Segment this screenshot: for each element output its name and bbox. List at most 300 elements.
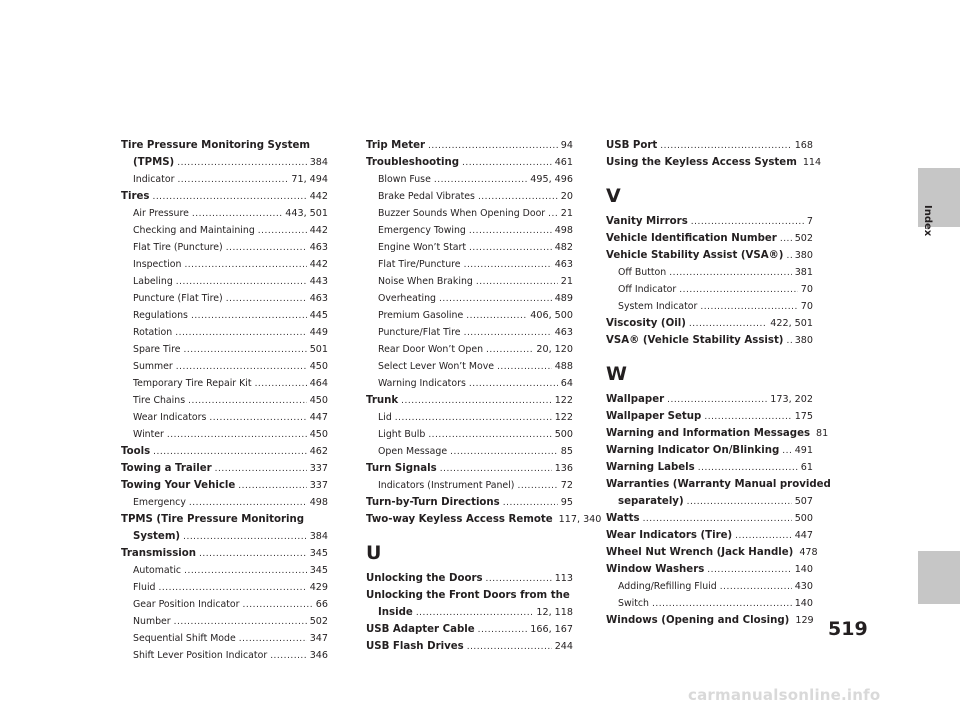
entry-term: Gear Position Indicator (133, 599, 240, 610)
dot-leader (643, 510, 792, 528)
entry-term: separately) (618, 496, 684, 507)
index-subentry[interactable] (366, 358, 573, 375)
index-entry[interactable] (606, 408, 813, 425)
index-entry[interactable] (606, 332, 813, 349)
entry-page-numbers[interactable]: 66 (315, 599, 328, 610)
index-subentry[interactable] (121, 579, 328, 596)
entry-term: Vanity Mirrors (606, 216, 688, 227)
index-subentry[interactable] (366, 307, 573, 324)
dot-leader (152, 188, 306, 206)
dot-leader (226, 239, 307, 257)
entry-page-numbers[interactable]: 140 (794, 564, 813, 575)
entry-term: Automatic (133, 565, 182, 576)
index-subentry[interactable] (121, 222, 328, 239)
entry-page-numbers[interactable]: 166, 167 (530, 624, 573, 635)
index-subentry[interactable] (121, 171, 328, 188)
dot-leader (669, 264, 791, 282)
dot-leader (177, 154, 306, 172)
entry-page-numbers[interactable]: 337 (309, 480, 328, 491)
entry-page-numbers[interactable]: 461 (554, 157, 573, 168)
entry-term: System) (133, 531, 181, 542)
index-entry[interactable] (121, 188, 328, 205)
entry-term: Troubleshooting (366, 157, 460, 168)
dot-leader (176, 273, 307, 291)
index-entry[interactable] (121, 443, 328, 460)
dot-leader (478, 188, 558, 206)
dot-leader (548, 205, 558, 223)
index-entry[interactable] (606, 247, 813, 264)
section-letter: W (606, 363, 627, 385)
dot-leader (466, 307, 527, 325)
entry-term: Wallpaper (606, 394, 665, 405)
index-entry[interactable] (366, 154, 573, 171)
entry-term: Regulations (133, 310, 188, 321)
index-entry[interactable] (366, 494, 573, 511)
entry-page-numbers[interactable]: 345 (309, 548, 328, 559)
entry-page-numbers[interactable]: 422, 501 (770, 318, 813, 329)
dot-leader (176, 358, 307, 376)
entry-page-numbers[interactable]: 12, 118 (536, 607, 573, 618)
entry-term: Transmission (121, 548, 197, 559)
dot-leader (153, 443, 307, 461)
dot-leader (189, 494, 307, 512)
entry-term: Trip Meter (366, 140, 426, 151)
index-entry[interactable] (606, 527, 813, 544)
entry-term: Puncture (Flat Tire) (133, 293, 223, 304)
entry-term: Fluid (133, 582, 156, 593)
entry-page-numbers[interactable]: 430 (794, 581, 813, 592)
entry-term: Off Indicator (618, 284, 677, 295)
entry-term: Blown Fuse (378, 174, 431, 185)
entry-term: Labeling (133, 276, 173, 287)
entry-term: Inside (378, 607, 413, 618)
entry-term: Two-way Keyless Access Remote (366, 514, 553, 525)
entry-page-numbers[interactable]: 463 (554, 327, 573, 338)
entry-page-numbers[interactable]: 489 (554, 293, 573, 304)
dot-leader (434, 171, 527, 189)
entry-term: Unlocking the Doors (366, 573, 483, 584)
index-subentry[interactable] (121, 494, 328, 511)
index-subentry[interactable] (366, 222, 573, 239)
entry-term: Wallpaper Setup (606, 411, 702, 422)
index-entry[interactable] (606, 391, 813, 408)
index-entry[interactable] (366, 638, 573, 655)
index-entry[interactable] (366, 570, 573, 587)
entry-term: USB Port (606, 140, 658, 151)
index-subentry[interactable] (121, 358, 328, 375)
index-subentry[interactable] (121, 205, 328, 222)
entry-page-numbers[interactable]: 173, 202 (770, 394, 813, 405)
dot-leader (177, 171, 288, 189)
entry-page-numbers[interactable]: 463 (309, 242, 328, 253)
index-tab-label: Index (922, 205, 933, 237)
index-subentry[interactable] (366, 409, 573, 426)
entry-page-numbers[interactable]: 20 (560, 191, 573, 202)
index-entry[interactable] (606, 493, 813, 510)
index-entry[interactable] (606, 561, 813, 578)
dot-leader (184, 256, 306, 274)
dot-leader (238, 477, 306, 495)
entry-term: Warning Indicator On/Blinking (606, 445, 780, 456)
index-entry[interactable] (366, 392, 573, 409)
entry-page-numbers[interactable]: 72 (560, 480, 573, 491)
entry-term: Towing Your Vehicle (121, 480, 236, 491)
dot-leader (428, 137, 558, 155)
entry-page-numbers[interactable]: 61 (800, 462, 813, 473)
index-subentry[interactable] (366, 205, 573, 222)
entry-page-numbers[interactable]: 175 (794, 411, 813, 422)
entry-term: Tire Pressure Monitoring System (121, 140, 310, 151)
index-entry[interactable] (366, 460, 573, 477)
index-entry[interactable] (121, 477, 328, 494)
entry-page-numbers[interactable]: 450 (309, 395, 328, 406)
entry-page-numbers[interactable]: 70 (800, 284, 813, 295)
dot-leader (209, 409, 306, 427)
dot-leader (689, 315, 767, 333)
entry-term: System Indicator (618, 301, 698, 312)
entry-page-numbers[interactable]: 380 (794, 250, 813, 261)
index-entry[interactable] (606, 137, 813, 154)
index-entry[interactable] (606, 213, 813, 230)
entry-term: Using the Keyless Access System (606, 157, 797, 168)
index-entry[interactable] (366, 604, 573, 621)
entry-term: Indicator (133, 174, 175, 185)
index-subentry[interactable] (121, 239, 328, 256)
index-subentry[interactable] (366, 171, 573, 188)
dot-leader (691, 213, 804, 231)
entry-page-numbers[interactable]: 345 (309, 565, 328, 576)
dot-leader (428, 426, 551, 444)
index-subentry[interactable] (121, 324, 328, 341)
index-subentry[interactable] (121, 426, 328, 443)
entry-page-numbers[interactable]: 442 (309, 191, 328, 202)
entry-term: USB Adapter Cable (366, 624, 475, 635)
dot-leader (698, 459, 798, 477)
index-entry[interactable] (606, 612, 813, 629)
entry-term: Engine Won’t Start (378, 242, 467, 253)
index-entry[interactable] (121, 460, 328, 477)
dot-leader (243, 596, 313, 614)
index-subentry[interactable] (121, 341, 328, 358)
entry-term: Open Message (378, 446, 448, 457)
index-subentry[interactable] (366, 239, 573, 256)
entry-page-numbers[interactable]: 380 (794, 335, 813, 346)
dot-leader (464, 324, 552, 342)
entry-page-numbers[interactable]: 488 (554, 361, 573, 372)
entry-term: Noise When Braking (378, 276, 473, 287)
index-subentry[interactable] (121, 630, 328, 647)
entry-page-numbers[interactable]: 462 (309, 446, 328, 457)
dot-leader (401, 392, 552, 410)
index-subentry[interactable] (121, 596, 328, 613)
entry-page-numbers[interactable]: 7 (806, 216, 813, 227)
dot-leader (174, 613, 307, 631)
entry-page-numbers[interactable]: 406, 500 (530, 310, 573, 321)
entry-page-numbers[interactable]: 502 (794, 233, 813, 244)
index-subentry[interactable] (606, 298, 813, 315)
index-entry[interactable] (366, 587, 573, 604)
entry-page-numbers[interactable]: 384 (309, 157, 328, 168)
entry-page-numbers[interactable]: 337 (309, 463, 328, 474)
index-subentry[interactable] (121, 273, 328, 290)
entry-page-numbers[interactable]: 464 (309, 378, 328, 389)
index-subentry[interactable] (121, 256, 328, 273)
entry-term: Checking and Maintaining (133, 225, 255, 236)
entry-page-numbers[interactable]: 140 (794, 598, 813, 609)
index-column-2 (366, 137, 602, 655)
dot-leader (467, 638, 552, 656)
entry-page-numbers[interactable]: 81 (816, 428, 829, 439)
index-entry[interactable] (121, 545, 328, 562)
entry-term: Inspection (133, 259, 182, 270)
dot-leader (667, 391, 767, 409)
entry-page-numbers[interactable]: 21 (560, 276, 573, 287)
entry-term: Rotation (133, 327, 173, 338)
dot-leader (720, 578, 792, 596)
entry-page-numbers[interactable]: 95 (560, 497, 573, 508)
index-subentry[interactable] (121, 647, 328, 664)
index-entry[interactable] (606, 154, 822, 171)
dot-leader (786, 247, 791, 265)
entry-page-numbers[interactable]: 447 (309, 412, 328, 423)
index-subentry[interactable] (366, 273, 573, 290)
index-subentry[interactable] (366, 443, 573, 460)
index-entry[interactable] (366, 621, 573, 638)
entry-term: Overheating (378, 293, 437, 304)
entry-page-numbers[interactable]: 500 (794, 513, 813, 524)
page-marker-box (918, 551, 960, 604)
index-entry[interactable] (606, 544, 818, 561)
index-subentry[interactable] (606, 595, 813, 612)
entry-page-numbers[interactable]: 129 (795, 615, 814, 626)
entry-page-numbers[interactable]: 447 (794, 530, 813, 541)
dot-leader (735, 527, 792, 545)
index-entry[interactable] (606, 425, 829, 442)
dot-leader (782, 442, 791, 460)
entry-page-numbers[interactable]: 113 (554, 573, 573, 584)
index-entry[interactable] (366, 137, 573, 154)
dot-leader (258, 222, 307, 240)
section-letter: U (366, 542, 382, 564)
entry-term: USB Flash Drives (366, 641, 464, 652)
entry-page-numbers[interactable]: 463 (554, 259, 573, 270)
entry-term: Temporary Tire Repair Kit (133, 378, 252, 389)
dot-leader (660, 137, 791, 155)
index-subentry[interactable] (366, 477, 573, 494)
entry-page-numbers[interactable]: 501 (309, 344, 328, 355)
dot-leader (192, 205, 282, 223)
index-entry[interactable] (121, 511, 328, 528)
index-entry[interactable] (121, 137, 328, 154)
entry-page-numbers[interactable]: 443, 501 (285, 208, 328, 219)
entry-term: Winter (133, 429, 164, 440)
entry-term: Towing a Trailer (121, 463, 212, 474)
entry-term: Buzzer Sounds When Opening Door (378, 208, 546, 219)
dot-leader (469, 222, 552, 240)
entry-term: Turn-by-Turn Directions (366, 497, 500, 508)
entry-page-numbers[interactable]: 168 (794, 140, 813, 151)
entry-page-numbers[interactable]: 117, 340 (558, 514, 602, 525)
dot-leader (439, 290, 552, 308)
entry-page-numbers[interactable]: 381 (794, 267, 813, 278)
entry-term: Wheel Nut Wrench (Jack Handle) (606, 547, 794, 558)
entry-term: Warning Indicators (378, 378, 466, 389)
entry-page-numbers[interactable]: 450 (309, 429, 328, 440)
entry-page-numbers[interactable]: 244 (554, 641, 573, 652)
watermark: carmanualsonline.info (688, 686, 881, 704)
entry-page-numbers[interactable]: 85 (560, 446, 573, 457)
dot-leader (679, 281, 798, 299)
entry-page-numbers[interactable]: 136 (554, 463, 573, 474)
dot-leader (184, 341, 307, 359)
index-subentry[interactable] (366, 341, 573, 358)
entry-term: Tools (121, 446, 151, 457)
entry-page-numbers[interactable]: 429 (309, 582, 328, 593)
dot-leader (478, 621, 528, 639)
dot-leader (464, 256, 552, 274)
index-subentry[interactable] (121, 562, 328, 579)
index-column-3 (606, 137, 831, 629)
entry-term: Window Washers (606, 564, 705, 575)
entry-page-numbers[interactable]: 482 (554, 242, 573, 253)
entry-term: Indicators (Instrument Panel) (378, 480, 515, 491)
entry-page-numbers[interactable]: 478 (799, 547, 818, 558)
index-subentry[interactable] (366, 324, 573, 341)
index-subentry[interactable] (606, 281, 813, 298)
entry-page-numbers[interactable]: 507 (794, 496, 813, 507)
dot-leader (476, 273, 558, 291)
entry-page-numbers[interactable]: 442 (309, 259, 328, 270)
entry-page-numbers[interactable]: 463 (309, 293, 328, 304)
entry-term: Shift Lever Position Indicator (133, 650, 268, 661)
entry-term: Tires (121, 191, 150, 202)
entry-term: Rear Door Won’t Open (378, 344, 484, 355)
dot-leader (704, 408, 791, 426)
entry-page-numbers[interactable]: 495, 496 (530, 174, 573, 185)
dot-leader (462, 154, 552, 172)
entry-term: Watts (606, 513, 640, 524)
index-column-1 (121, 137, 328, 664)
dot-leader (270, 647, 307, 665)
entry-page-numbers[interactable]: 384 (309, 531, 328, 542)
entry-page-numbers[interactable]: 122 (554, 395, 573, 406)
entry-term: Tire Chains (133, 395, 186, 406)
entry-page-numbers[interactable]: 20, 120 (536, 344, 573, 355)
dot-leader (786, 332, 791, 350)
entry-page-numbers[interactable]: 502 (309, 616, 328, 627)
entry-page-numbers[interactable]: 21 (560, 208, 573, 219)
entry-term: Adding/Refilling Fluid (618, 581, 717, 592)
entry-page-numbers[interactable]: 445 (309, 310, 328, 321)
entry-term: Summer (133, 361, 173, 372)
entry-page-numbers[interactable]: 498 (309, 497, 328, 508)
index-subentry[interactable] (121, 307, 328, 324)
index-entry[interactable] (606, 476, 831, 493)
entry-page-numbers[interactable]: 498 (554, 225, 573, 236)
entry-term: Brake Pedal Vibrates (378, 191, 475, 202)
index-subentry[interactable] (366, 290, 573, 307)
entry-term: Windows (Opening and Closing) (606, 615, 790, 626)
entry-page-numbers[interactable]: 450 (309, 361, 328, 372)
entry-term: (TPMS) (133, 157, 175, 168)
dot-leader (239, 630, 307, 648)
index-subentry[interactable] (606, 264, 813, 281)
entry-term: Wear Indicators (Tire) (606, 530, 733, 541)
dot-leader (450, 443, 558, 461)
entry-term: Spare Tire (133, 344, 181, 355)
entry-term: Puncture/Flat Tire (378, 327, 461, 338)
entry-page-numbers[interactable]: 491 (794, 445, 813, 456)
entry-page-numbers[interactable]: 70 (800, 301, 813, 312)
index-subentry[interactable] (121, 392, 328, 409)
dot-leader (517, 477, 557, 495)
entry-term: Emergency (133, 497, 186, 508)
index-subentry[interactable] (121, 613, 328, 630)
entry-page-numbers[interactable]: 346 (309, 650, 328, 661)
dot-leader (255, 375, 307, 393)
dot-leader (175, 324, 306, 342)
index-subentry[interactable] (121, 375, 328, 392)
entry-page-numbers[interactable]: 94 (560, 140, 573, 151)
entry-term: Trunk (366, 395, 399, 406)
entry-term: Flat Tire/Puncture (378, 259, 461, 270)
index-subentry[interactable] (366, 188, 573, 205)
entry-term: Warning and Information Messages (606, 428, 811, 439)
index-subentry[interactable] (366, 256, 573, 273)
index-subentry[interactable] (606, 578, 813, 595)
entry-page-numbers[interactable]: 442 (309, 225, 328, 236)
dot-leader (191, 307, 307, 325)
index-entry[interactable] (121, 154, 328, 171)
dot-leader (700, 298, 797, 316)
entry-term: Vehicle Identification Number (606, 233, 777, 244)
dot-leader (707, 561, 791, 579)
dot-leader (486, 570, 552, 588)
index-subentry[interactable] (366, 375, 573, 392)
entry-term: Sequential Shift Mode (133, 633, 236, 644)
dot-leader (469, 375, 558, 393)
index-subentry[interactable] (366, 426, 573, 443)
dot-leader (184, 562, 307, 580)
entry-page-numbers[interactable]: 500 (554, 429, 573, 440)
index-entry[interactable] (606, 315, 813, 332)
index-entry[interactable] (366, 511, 602, 528)
entry-page-numbers[interactable]: 347 (309, 633, 328, 644)
entry-term: Air Pressure (133, 208, 189, 219)
index-entry[interactable] (606, 230, 813, 247)
entry-term: Number (133, 616, 171, 627)
index-entry[interactable] (121, 528, 328, 545)
index-entry[interactable] (606, 510, 813, 527)
entry-page-numbers[interactable]: 443 (309, 276, 328, 287)
entry-page-numbers[interactable]: 114 (802, 157, 822, 168)
index-entry[interactable] (606, 459, 813, 476)
entry-page-numbers[interactable]: 449 (309, 327, 328, 338)
entry-term: Unlocking the Front Doors from the (366, 590, 570, 601)
entry-term: Wear Indicators (133, 412, 207, 423)
index-subentry[interactable] (121, 290, 328, 307)
entry-term: Vehicle Stability Assist (VSA®) (606, 250, 784, 261)
entry-term: Turn Signals (366, 463, 437, 474)
dot-leader (780, 230, 792, 248)
index-subentry[interactable] (121, 409, 328, 426)
section-letter: V (606, 185, 621, 207)
entry-page-numbers[interactable]: 64 (560, 378, 573, 389)
index-entry[interactable] (606, 442, 813, 459)
entry-page-numbers[interactable]: 71, 494 (291, 174, 328, 185)
entry-page-numbers[interactable]: 122 (554, 412, 573, 423)
entry-term: Switch (618, 598, 649, 609)
